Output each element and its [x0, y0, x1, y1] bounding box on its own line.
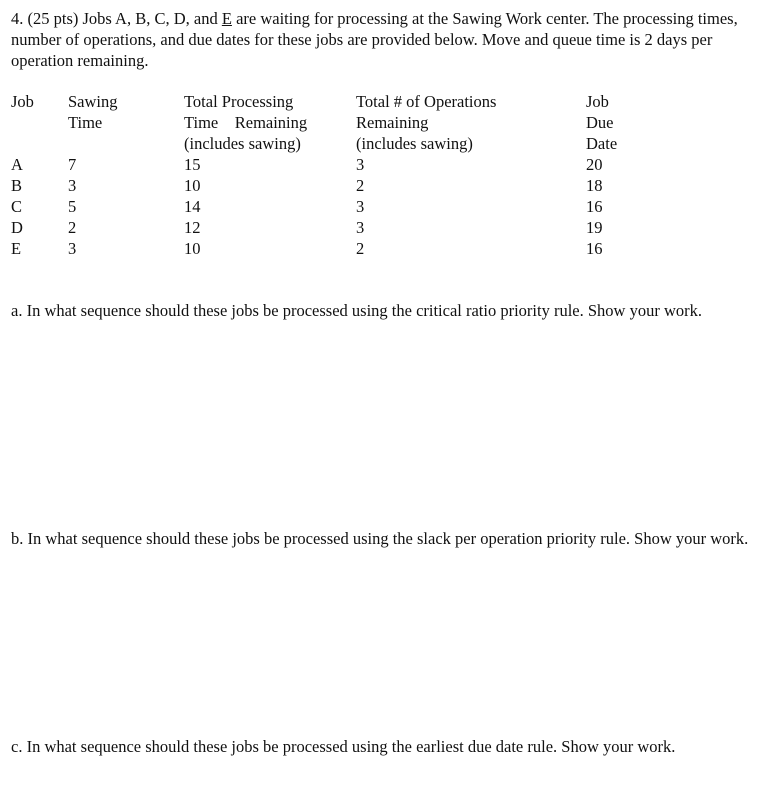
header-job: Job	[11, 92, 34, 111]
table-cell-processing: 12	[184, 218, 201, 237]
table-cell-due: 20	[586, 155, 603, 174]
table-cell-job: E	[11, 239, 22, 258]
header-due-line2: Due	[586, 113, 614, 132]
header-sawing-line1: Sawing	[68, 92, 118, 111]
table-cell-operations: 2	[356, 239, 365, 258]
table-cell-due: 16	[586, 239, 603, 258]
header-processing-line1: Total Processing	[184, 92, 294, 111]
header-processing-line2: Time Remaining	[184, 113, 308, 132]
header-processing-line3: (includes sawing)	[184, 134, 301, 153]
table-cell-sawing: 7	[68, 155, 77, 174]
table-cell-due: 16	[586, 197, 603, 216]
table-cell-sawing: 3	[68, 239, 77, 258]
table-cell-operations: 3	[356, 218, 365, 237]
header-operations-line2: Remaining	[356, 113, 429, 132]
problem-intro-underlined: E	[221, 9, 232, 28]
problem-statement	[11, 8, 761, 71]
table-cell-sawing: 2	[68, 218, 77, 237]
table-cell-processing: 10	[184, 239, 201, 258]
table-cell-operations: 3	[356, 155, 365, 174]
question-c: c. In what sequence should these jobs be processed using the earliest due date rule. Show your work.	[11, 737, 676, 756]
table-cell-due: 19	[586, 218, 603, 237]
table-cell-job: C	[11, 197, 23, 216]
table-cell-job: B	[11, 176, 23, 195]
table-cell-processing: 14	[184, 197, 201, 216]
header-operations-line1: Total # of Operations	[356, 92, 497, 111]
question-b: b. In what sequence should these jobs be processed using the slack per operation priority rule. Show your work.	[11, 529, 749, 548]
table-cell-job: A	[11, 155, 23, 174]
table-cell-due: 18	[586, 176, 603, 195]
question-a: a. In what sequence should these jobs be processed using the critical ratio priority rule. Show your work.	[11, 301, 702, 320]
problem-intro-part2: are waiting for processing at the Sawing Work center. The processing times, number of operations, and due dates for these jobs are provided below. Move and queue time is 2 days per operation remaining.	[11, 9, 738, 70]
header-due-line1: Job	[586, 92, 609, 111]
problem-intro-part1: 4. (25 pts) Jobs A, B, C, D, and	[11, 9, 222, 28]
table-cell-sawing: 3	[68, 176, 77, 195]
header-operations-line3: (includes sawing)	[356, 134, 473, 153]
header-due-line3: Date	[586, 134, 618, 153]
header-sawing-line2: Time	[68, 113, 103, 132]
table-cell-sawing: 5	[68, 197, 77, 216]
table-cell-processing: 10	[184, 176, 201, 195]
table-cell-job: D	[11, 218, 23, 237]
table-cell-operations: 2	[356, 176, 365, 195]
table-cell-operations: 3	[356, 197, 365, 216]
table-cell-processing: 15	[184, 155, 201, 174]
